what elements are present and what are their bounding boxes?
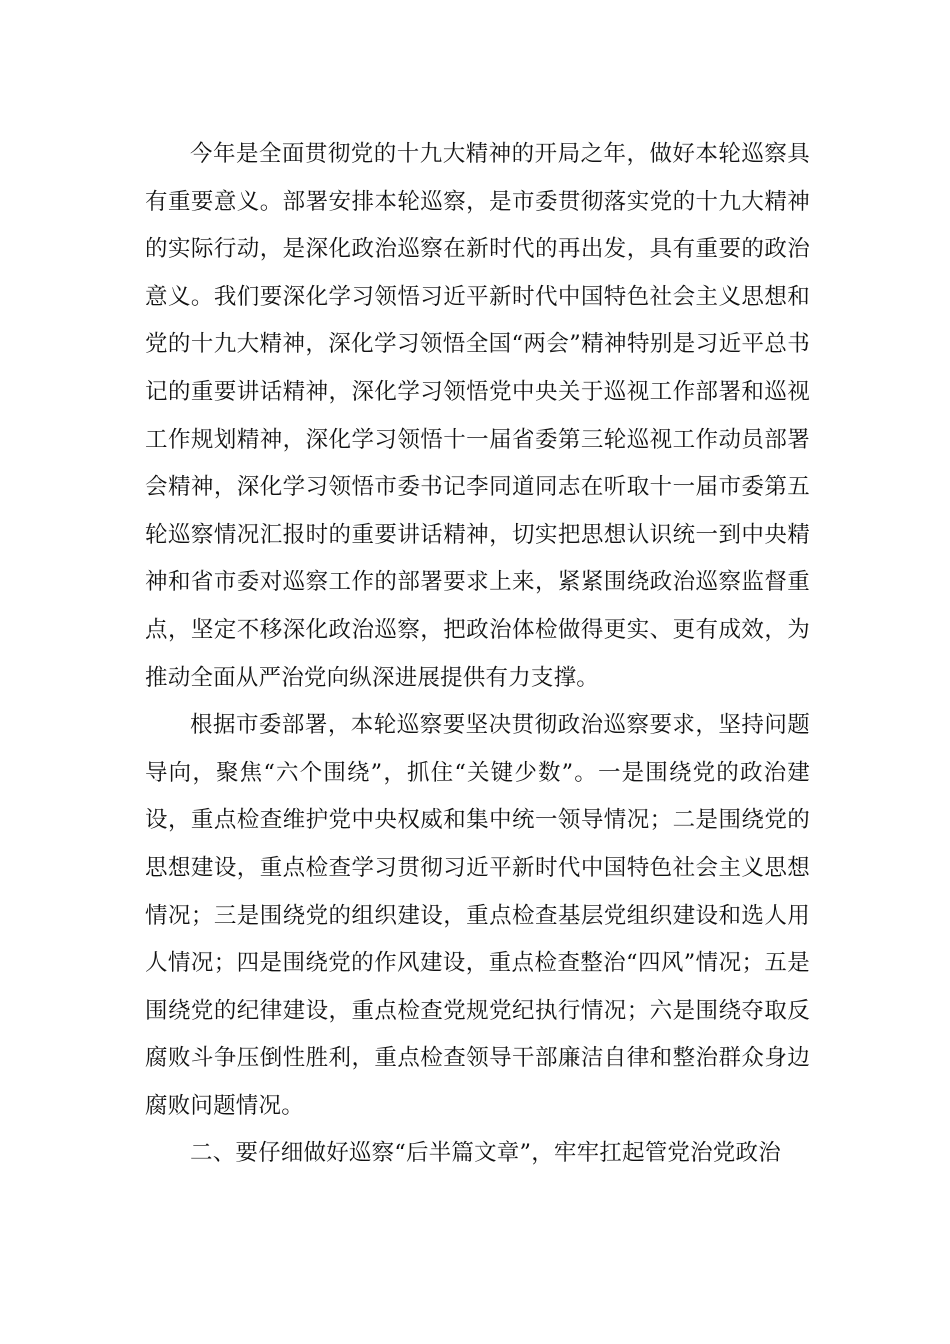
- paragraph-1: 今年是全面贯彻党的十九大精神的开局之年，做好本轮巡察具有重要意义。部署安排本轮巡察，是市委贯彻落实党的十九大精神的实际行动，是深化政治巡察在新时代的再出发，具有重要的政治意义。我们要深化学习领悟习近平新时代中国特色社会主义思想和党的十九大精神，深化学习领悟全国“两会”精神特别是习近平总书记的重要讲话精神，深化学习领悟党中央关于巡视工作部署和巡视工作规划精神，深化学习领悟十一届省委第三轮巡视工作动员部署会精神，深化学习领悟市委书记李同道同志在听取十一届市委第五轮巡察情况汇报时的重要讲话精神，切实把思想认识统一到中央精神和省市委对巡察工作的部署要求上来，紧紧围绕政治巡察监督重点，坚定不移深化政治巡察，把政治体检做得更实、更有成效，为推动全面从严治党向纵深进展提供有力支撑。: [145, 141, 810, 691]
- paragraph-3: 二、要仔细做好巡察“后半篇文章”，牢牢扛起管党治党政治: [190, 1140, 781, 1167]
- document-body: [145, 131, 810, 1178]
- paragraph-2: 根据市委部署，本轮巡察要坚决贯彻政治巡察要求，坚持问题导向，聚焦“六个围绕”，抓住“关键少数”。一是围绕党的政治建设，重点检查维护党中央权威和集中统一领导情况；二是围绕党的思想建设，重点检查学习贯彻习近平新时代中国特色社会主义思想情况；三是围绕党的组织建设，重点检查基层党组织建设和选人用人情况；四是围绕党的作风建设，重点检查整治“四风”情况；五是围绕党的纪律建设，重点检查党规党纪执行情况；六是围绕夺取反腐败斗争压倒性胜利，重点检查领导干部廉洁自律和整治群众身边腐败问题情况。: [145, 712, 810, 1119]
